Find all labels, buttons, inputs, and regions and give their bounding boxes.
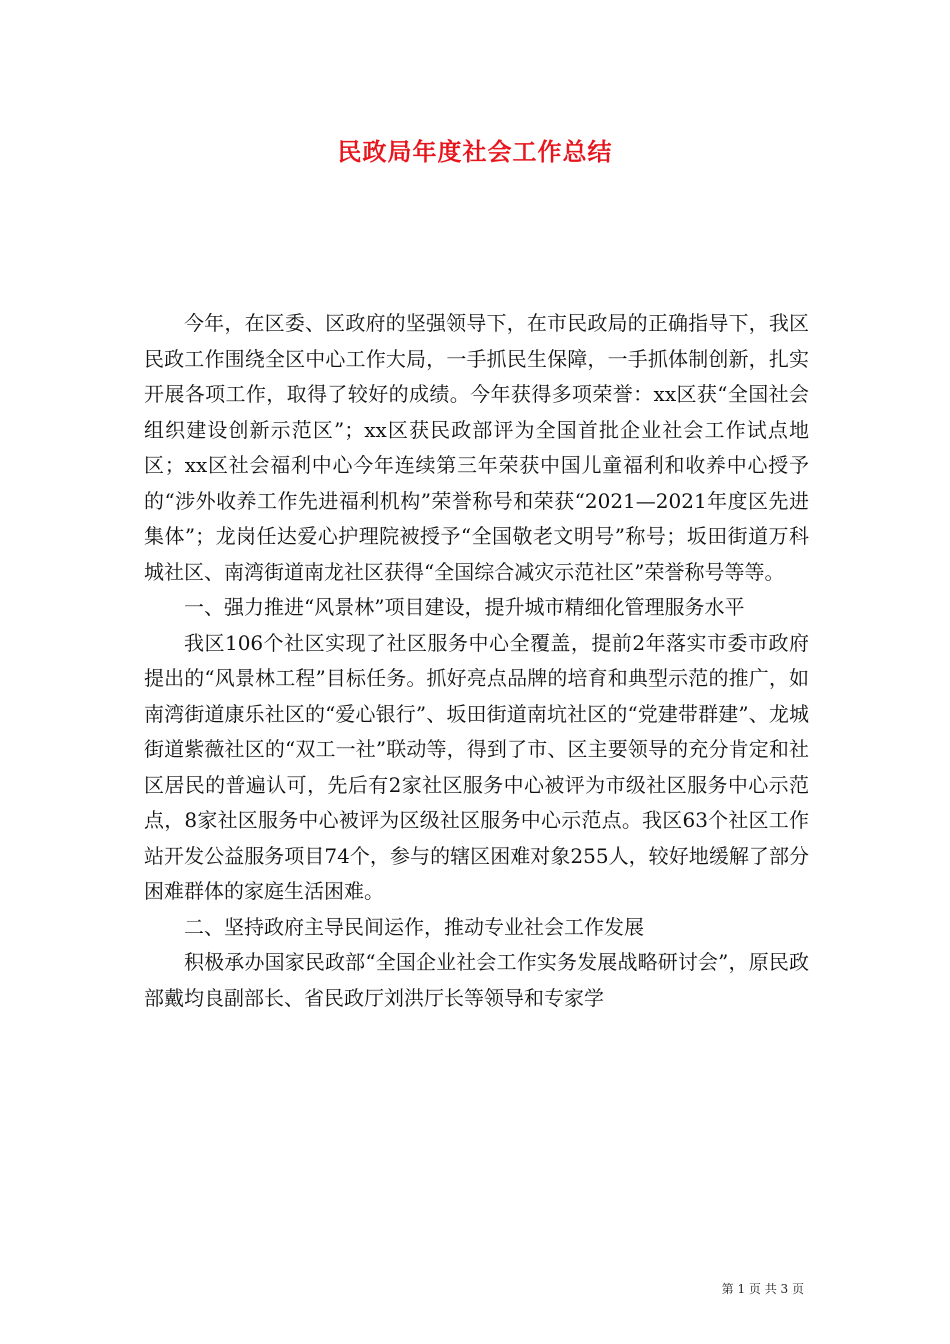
section-2-paragraph: 积极承办国家民政部“全国企业社会工作实务发展战略研讨会”，原民政部戴均良副部长、省民政厅刘洪厅长等领导和专家学: [144, 950, 809, 1010]
intro-paragraph: 今年，在区委、区政府的坚强领导下，在市民政局的正确指导下，我区民政工作围绕全区中心工作大局，一手抓民生保障，一手抓体制创新，扎实开展各项工作，取得了较好的成绩。今年获得多项荣誉：xx区获“全国社会组织建设创新示范区”；xx区获民政部评为全国首批企业社会工作试点地区；xx区社会福利中心今年连续第三年荣获中国儿童福利和收养中心授予的“涉外收养工作先进福利机构”荣誉称号和荣获“2021—2021年度区先进集体”；龙岗任达爱心护理院被授予“全国敬老文明号”称号；坂田街道万科城社区、南湾街道南龙社区获得“全国综合减灾示范社区”荣誉称号等等。: [144, 311, 809, 584]
section-heading-1: 一、强力推进“风景林”项目建设，提升城市精细化管理服务水平: [184, 595, 745, 619]
page-indicator: 第 1 页 共 3 页: [721, 1282, 804, 1296]
document-title: 民政局年度社会工作总结: [337, 137, 613, 166]
document-body: [144, 306, 809, 1016]
section-heading-2: 二、坚持政府主导民间运作，推动专业社会工作发展: [184, 914, 644, 939]
section-1-paragraph: 我区106个社区实现了社区服务中心全覆盖，提前2年落实市委市政府提出的“风景林工程”目标任务。抓好亮点品牌的培育和典型示范的推广，如南湾街道康乐社区的“爱心银行”、坂田街道南坑社区的“党建带群建”、龙城街道紫薇社区的“双工一社”联动等，得到了市、区主要领导的充分肯定和社区居民的普遍认可，先后有2家社区服务中心被评为市级社区服务中心示范点，8家社区服务中心被评为区级社区服务中心示范点。我区63个社区工作站开发公益服务项目74个，参与的辖区困难对象255人，较好地缓解了部分困难群体的家庭生活困难。: [144, 630, 809, 903]
